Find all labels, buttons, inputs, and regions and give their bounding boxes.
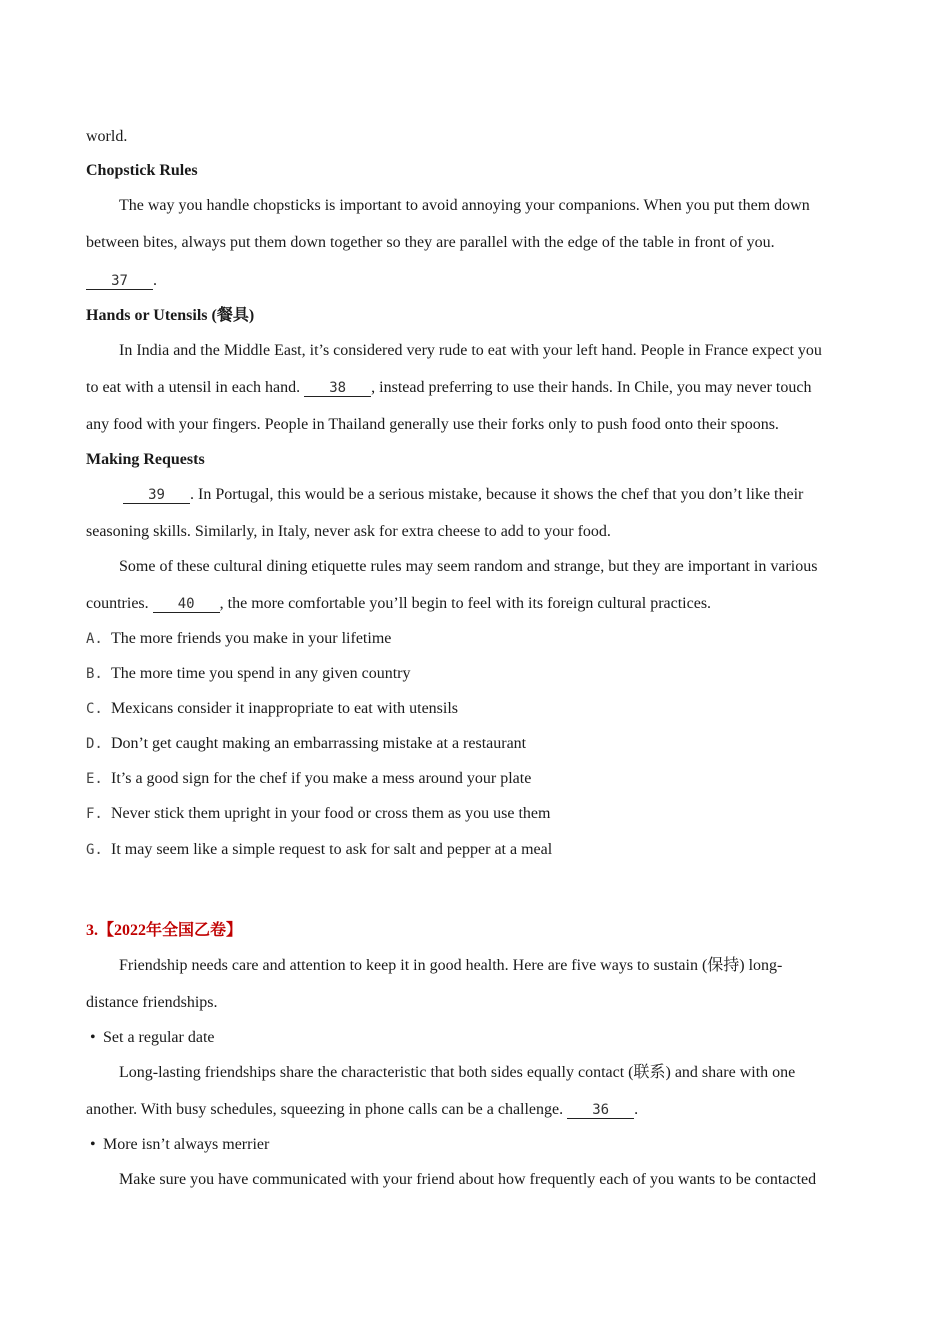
bullet-icon: • — [90, 1136, 96, 1153]
blank-36: 36 — [567, 1102, 634, 1119]
text-line: seasoning skills. Similarly, in Italy, never ask for extra cheese to add to your food. — [86, 523, 611, 540]
text-line: 39 . In Portugal, this would be a serious mistake, because it shows the chef that you don’t like their — [123, 485, 803, 505]
option-c: C. Mexicans consider it inappropriate to eat with utensils — [86, 700, 459, 717]
question-heading: 3.【2022年全国乙卷】 — [86, 922, 243, 939]
blank-40: 40 — [153, 596, 220, 613]
text-line: 37 . — [86, 271, 157, 291]
text-line: countries. 40 , the more comfortable you’ll begin to feel with its foreign cultural practices. — [86, 595, 712, 612]
blank-37: 37 — [86, 273, 153, 290]
option-f: F. Never stick them upright in your food or cross them as you use them — [86, 805, 551, 822]
section-heading-requests: Making Requests — [86, 451, 205, 468]
text-line: to eat with a utensil in each hand. 38 , instead preferring to use their hands. In Chile, you may never touch — [86, 379, 812, 396]
text-line: Friendship needs care and attention to keep it in good health. Here are five ways to sustain (保持) long- — [119, 957, 783, 974]
section-heading-chopstick: Chopstick Rules — [86, 162, 198, 179]
option-e: E. It’s a good sign for the chef if you make a mess around your plate — [86, 770, 532, 787]
text-line: distance friendships. — [86, 994, 218, 1011]
text-line: Some of these cultural dining etiquette rules may seem random and strange, but they are important in various — [119, 558, 818, 575]
option-a: A. The more friends you make in your lifetime — [86, 630, 392, 647]
text-line: another. With busy schedules, squeezing in phone calls can be a challenge. 36 . — [86, 1101, 639, 1118]
text-line: between bites, always put them down together so they are parallel with the edge of the table in front of you. — [86, 234, 775, 251]
blank-38: 38 — [304, 380, 371, 397]
section-heading-hands: Hands or Utensils (餐具) — [86, 307, 255, 324]
option-b: B. The more time you spend in any given country — [86, 665, 411, 682]
blank-39: 39 — [123, 487, 190, 504]
text-line: The way you handle chopsticks is important to avoid annoying your companions. When you put them down — [119, 197, 810, 214]
option-d: D. Don’t get caught making an embarrassing mistake at a restaurant — [86, 735, 527, 752]
bullet-item: • More isn’t always merrier — [86, 1135, 269, 1155]
text-line: any food with your fingers. People in Thailand generally use their forks only to push food onto their spoons. — [86, 416, 779, 433]
text-line: Make sure you have communicated with your friend about how frequently each of you wants to be contacted — [119, 1171, 817, 1188]
bullet-icon: • — [90, 1029, 96, 1046]
text-line: Long-lasting friendships share the characteristic that both sides equally contact (联系) and share with one — [119, 1064, 796, 1081]
option-g: G. It may seem like a simple request to ask for salt and pepper at a meal — [86, 841, 553, 858]
text-line: world. — [86, 128, 128, 145]
text-line: In India and the Middle East, it’s considered very rude to eat with your left hand. People in France expect you — [119, 342, 822, 359]
bullet-item: • Set a regular date — [86, 1028, 215, 1048]
